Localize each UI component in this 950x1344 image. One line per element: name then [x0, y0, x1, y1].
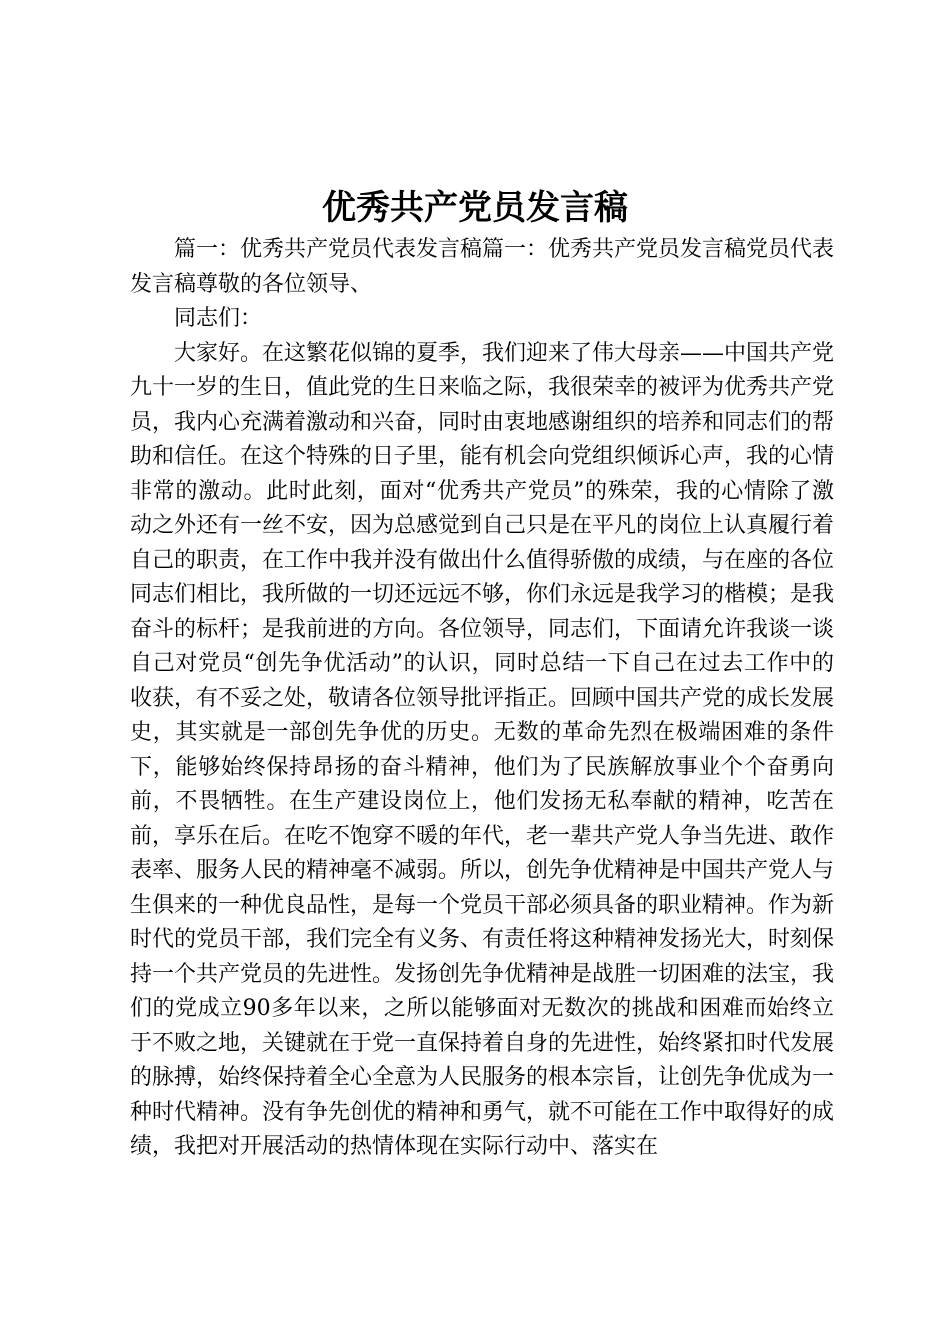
paragraph-main: 大家好。在这繁花似锦的夏季，我们迎来了伟大母亲——中国共产党九十一岁的生日，值此党的生日来临之际，我很荣幸的被评为优秀共产党员，我内心充满着激动和兴奋，同时由衷地感谢组织的培养和同志们的帮助和信任。在这个特殊的日子里，能有机会向党组织倾诉心声，我的心情非常的激动。此时此刻，面对“优秀共产党员”的殊荣，我的心情除了激动之外还有一丝不安，因为总感觉到自己只是在平凡的岗位上认真履行着自己的职责，在工作中我并没有做出什么值得骄傲的成绩，与在座的各位同志们相比，我所做的一切还远远不够，你们永远是我学习的楷模；是我奋斗的标杆；是我前进的方向。各位领导，同志们，下面请允许我谈一谈自己对党员“创先争优活动”的认识，同时总结一下自己在过去工作中的收获，有不妥之处，敬请各位领导批评指正。回顾中国共产党的成长发展史，其实就是一部创先争优的历史。无数的革命先烈在极端困难的条件下，能够始终保持昂扬的奋斗精神，他们为了民族解放事业个个奋勇向前，不畏牺牲。在生产建设岗位上，他们发扬无私奉献的精神，吃苦在前，享乐在后。在吃不饱穿不暖的年代，老一辈共产党人争当先进、敢作表率、服务人民的精神毫不减弱。所以，创先争优精神是中国共产党人与生俱来的一种优良品性，是每一个党员干部必须具备的职业精神。作为新时代的党员干部，我们完全有义务、有责任将这种精神发扬光大，时刻保持一个共产党员的先进性。发扬创先争优精神是战胜一切困难的法宝，我们的党成立90多年以来，之所以能够面对无数次的挑战和困难而始终立于不败之地，关键就在于党一直保持着自身的先进性，始终紧扣时代发展的脉搏，始终保持着全心全意为人民服务的根本宗旨，让创先争优成为一种时代精神。没有争先创优的精神和勇气，就不可能在工作中取得好的成绩，我把对开展活动的热情体现在实际行动中、落实在: [130, 340, 835, 1159]
paragraph-salutation: 同志们：: [174, 306, 263, 331]
paragraph-intro: 篇一：优秀共产党员代表发言稿篇一：优秀共产党员发言稿党员代表发言稿尊敬的各位领导、: [130, 237, 835, 297]
document-title: 优秀共产党员发言稿: [322, 188, 628, 228]
document-body: [130, 233, 834, 1165]
